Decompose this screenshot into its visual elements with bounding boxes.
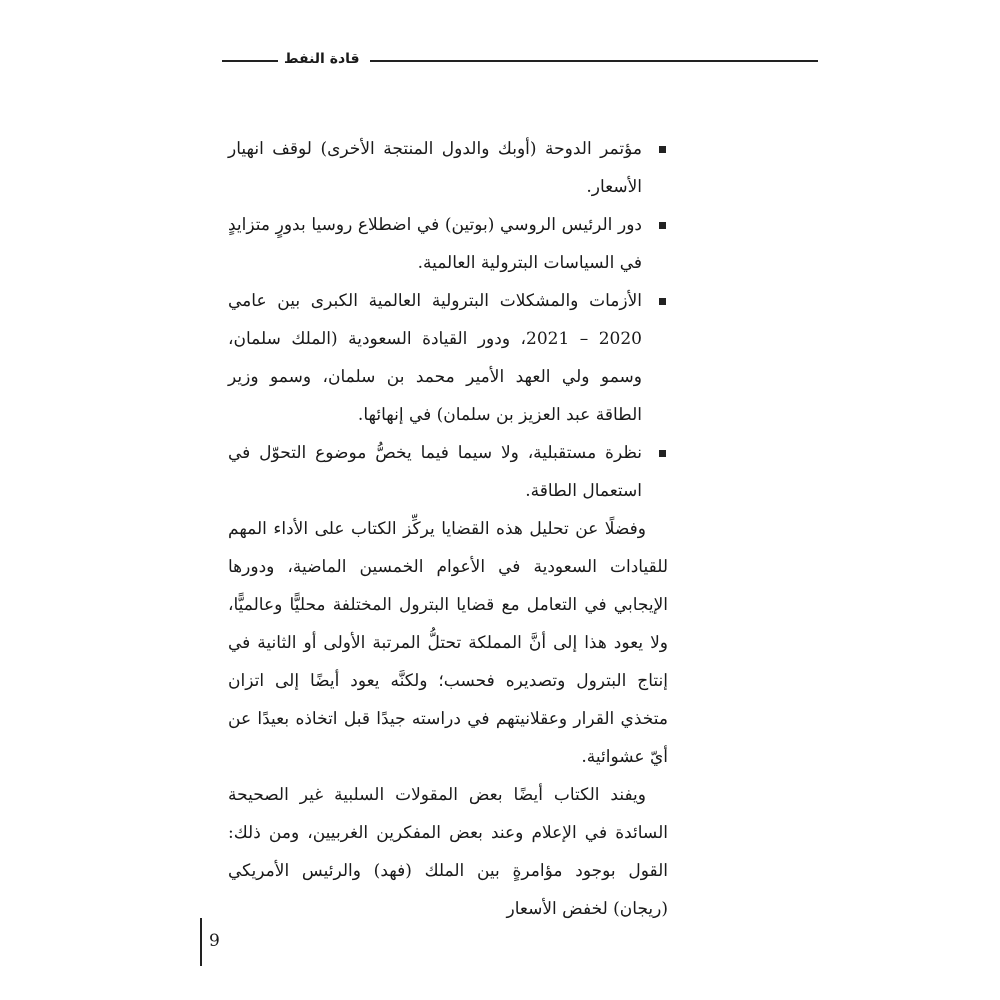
bullet-item <box>228 130 668 206</box>
square-bullet-icon <box>659 450 666 457</box>
bullet-item <box>228 434 668 510</box>
bullet-text: مؤتمر الدوحة (أوبك والدول المنتجة الأخرى) لوقف انهيار الأسعار. <box>228 139 642 197</box>
header-rule-left <box>222 60 278 62</box>
page-body <box>228 130 668 928</box>
page-number: 9 <box>209 931 220 951</box>
square-bullet-icon <box>659 146 666 153</box>
bullet-text: الأزمات والمشكلات البترولية العالمية الكبرى بين عامي 2020 – 2021، ودور القيادة السعودية (الملك سلمان، وسمو ولي العهد الأمير محمد بن سلمان، وسمو وزير الطاقة عبد العزيز بن سلمان) في إنهائها. <box>228 291 642 425</box>
footer-rule <box>200 918 202 966</box>
bullet-list <box>228 130 668 510</box>
body-paragraph: ويفند الكتاب أيضًا بعض المقولات السلبية غير الصحيحة السائدة في الإعلام وعند بعض المفكرين الغربيين، ومن ذلك: القول بوجود مؤامرةٍ بين الملك (فهد) والرئيس الأمريكي (ريجان) لخفض الأسعار <box>228 785 668 919</box>
square-bullet-icon <box>659 298 666 305</box>
running-title: قادة النفط <box>284 51 360 67</box>
bullet-item <box>228 206 668 282</box>
bullet-text: دور الرئيس الروسي (بوتين) في اضطلاع روسيا بدورٍ متزايدٍ في السياسات البترولية العالمية. <box>228 215 642 273</box>
bullet-text: نظرة مستقبلية، ولا سيما فيما يخصُّ موضوع التحوّل في استعمال الطاقة. <box>228 443 642 501</box>
square-bullet-icon <box>659 222 666 229</box>
bullet-item <box>228 282 668 434</box>
body-paragraph: وفضلًا عن تحليل هذه القضايا يركِّز الكتاب على الأداء المهم للقيادات السعودية في الأعوام الخمسين الماضية، ودورها الإيجابي في التعامل مع قضايا البترول المختلفة محليًّا وعالميًّا، ولا يعود هذا إلى أنَّ المملكة تحتلُّ المرتبة الأولى أو الثانية في إنتاج البترول وتصديره فحسب؛ ولكنَّه يعود أيضًا إلى اتزان متخذي القرار وعقلانيتهم في دراسته جيدًا قبل اتخاذه بعيدًا عن أيّ عشوائية. <box>228 519 668 767</box>
page-header <box>222 48 818 72</box>
header-rule-right <box>370 60 818 62</box>
